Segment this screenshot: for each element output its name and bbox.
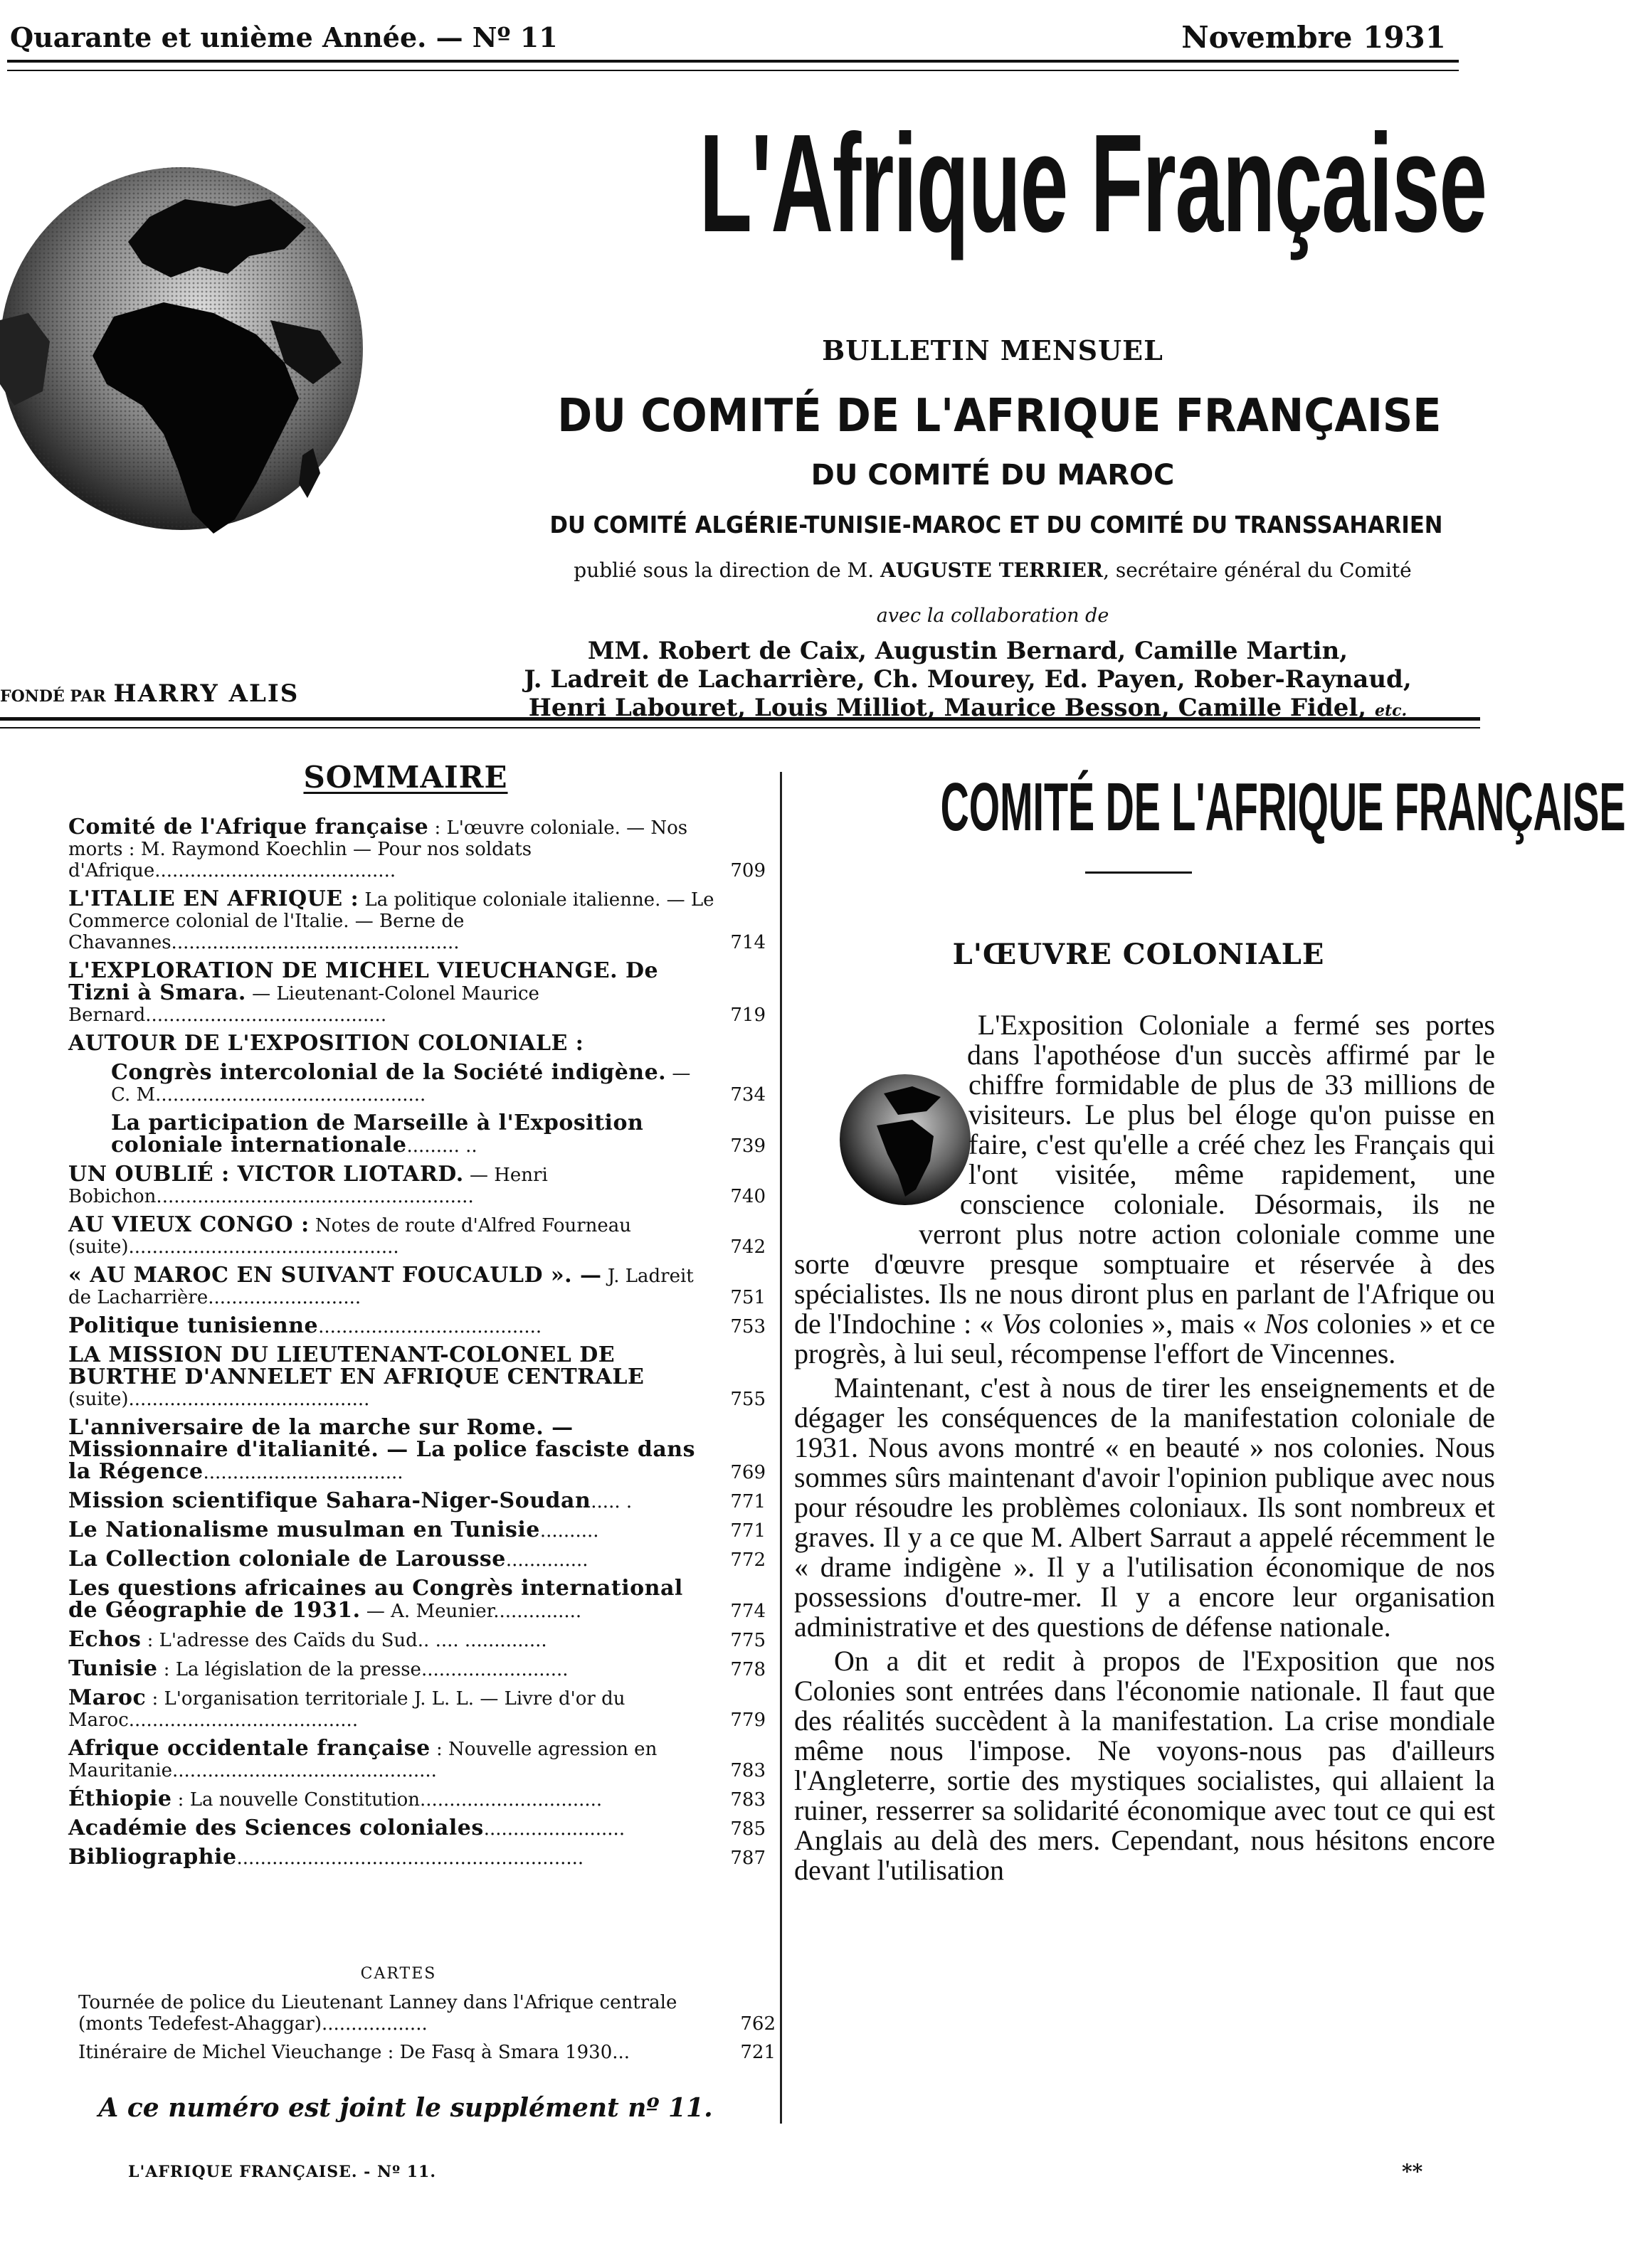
collaborators-line: MM. Robert de Caix, Augustin Bernard, Camille Martin, <box>587 637 1348 665</box>
toc-page-number: 740 <box>730 1186 766 1207</box>
toc-entry <box>68 1687 766 1731</box>
toc-page-number: 778 <box>730 1659 766 1680</box>
toc-page-number: 783 <box>730 1789 766 1811</box>
toc-entry <box>68 1113 766 1157</box>
toc-entry <box>68 1786 766 1811</box>
toc-entry <box>68 1818 766 1840</box>
toc-entry-heading: L'EXPLORATION DE MICHEL VIEUCHANGE. De Tizni à Smara. <box>68 958 659 1005</box>
toc-page-number: 785 <box>730 1818 766 1840</box>
toc-entry <box>68 1265 766 1308</box>
supplement-note: A ce numéro est joint le supplément nº 11. <box>98 2093 713 2123</box>
toc-entry-description: : La nouvelle Constitution............................... <box>171 1789 603 1811</box>
toc-page-number: 771 <box>730 1520 766 1542</box>
footer-publication: L'AFRIQUE FRANÇAISE. - Nº 11. <box>128 2163 437 2181</box>
founder-line <box>0 679 299 708</box>
toc-page-number: 783 <box>730 1760 766 1781</box>
article-section-heading: COMITÉ DE L'AFRIQUE FRANÇAISE <box>940 769 1626 845</box>
toc-entry-heading: Echos <box>68 1627 142 1652</box>
toc-entry-heading: Éthiopie <box>68 1786 172 1811</box>
toc-page-number: 771 <box>730 1491 766 1512</box>
issue-date: Novembre 1931 <box>1181 20 1446 55</box>
toc-entry-description: : Nouvelle agression en Mauritanie............................................. <box>68 1739 658 1781</box>
small-globe-icon <box>787 1054 954 1239</box>
toc-entry-description: ........................ <box>483 1818 625 1840</box>
collaborators-line: J. Ladreit de Lacharrière, Ch. Mourey, Ed. Payen, Rober-Raynaud, <box>524 665 1412 694</box>
article-paragraph: On a dit et redit à propos de l'Exposition que nos Colonies sont entrées dans l'économie nationale. Il faut que des réalités succèdent à la manifestation. La crise mondiale même nous l'impose. Ne voyons-nous pas d'ailleurs l'Angleterre, sortie des mystiques socialistes, qui allaient la ruiner, resserrer sa solidarité économique avec tout ce qui est Anglais au delà des mers. Cependant, nous hésitons encore devant l'utilisation <box>794 1645 1495 1886</box>
toc-page-number: 742 <box>730 1236 766 1258</box>
toc-entry-description: Notes de route d'Alfred Fourneau (suite).............................................. <box>68 1215 632 1258</box>
toc-entry-heading: La Collection coloniale de Larousse <box>68 1547 506 1572</box>
globe-logo-icon <box>0 149 370 548</box>
toc-entry <box>68 1164 766 1207</box>
masthead-divider <box>0 717 1480 728</box>
comite-algerie-heading: DU COMITÉ ALGÉRIE-TUNISIE-MAROC ET DU COMITÉ DU TRANSSAHARIEN <box>549 511 1443 539</box>
toc-entry <box>68 1847 766 1869</box>
toc-entry-description: ...................................... <box>318 1316 542 1337</box>
column-divider <box>780 772 782 2124</box>
toc-entry <box>68 886 766 953</box>
toc-entry-heading: L'anniversaire de la marche sur Rome. — Missionnaire d'italianité. — La police fasciste dans la Régence <box>68 1415 695 1484</box>
top-divider <box>7 60 1459 71</box>
toc-entry-heading: LA MISSION DU LIEUTENANT-COLONEL DE BURTHE D'ANNELET EN AFRIQUE CENTRALE <box>68 1342 645 1389</box>
toc-entry <box>68 1549 766 1571</box>
table-of-contents <box>68 817 766 1876</box>
toc-page-number: 734 <box>730 1084 766 1106</box>
toc-entry-heading: Politique tunisienne <box>68 1313 319 1338</box>
toc-page-number: 772 <box>730 1549 766 1571</box>
toc-page-number: 779 <box>730 1710 766 1731</box>
toc-entry-description: .................................. <box>203 1462 403 1483</box>
toc-entry-description: : L'œuvre coloniale. — Nos morts : M. Raymond Koechlin — Pour nos soldats d'Afrique......................................... <box>68 817 688 881</box>
collaboration-label: avec la collaboration de <box>876 605 1109 627</box>
toc-entry-description: : L'organisation territoriale J. L. L. — Livre d'or du Maroc....................................... <box>68 1688 625 1731</box>
toc-entry-description: .............. <box>505 1549 588 1571</box>
sommaire-heading: SOMMAIRE <box>303 760 508 795</box>
founder-name: HARRY ALIS <box>113 679 300 708</box>
toc-entry-heading: Congrès intercolonial de la Société indigène. <box>111 1060 667 1085</box>
cartes-list <box>78 1992 776 2070</box>
toc-entry <box>68 1629 766 1651</box>
collaborators-line: Henri Labouret, Louis Milliot, Maurice Besson, Camille Fidel, etc. <box>528 694 1408 722</box>
toc-entry <box>68 1342 766 1410</box>
toc-entry-heading: Académie des Sciences coloniales <box>68 1816 484 1840</box>
article-paragraph: L'Exposition Coloniale a fermé ses portes dans l'apothéose d'un succès affirmé par le chiffre formidable de plus de 33 millions de visiteurs. Le plus bel éloge qu'on puisse en faire, c'est qu'elle a créé chez les Français qui l'ont visitée, même rapidement, une conscience coloniale. Désormais, ils ne verront plus notre action coloniale comme une sorte d'œuvre presque somptuaire et réservée à des spécialistes. Ils ne nous diront plus en parlant de l'Afrique ou de l'Indochine : « Vos colonies », mais « Nos colonies » et ce progrès, à lui seul, récompense l'effort de Vincennes. <box>794 1010 1495 1369</box>
article-body <box>794 1010 1495 1890</box>
collaborators-list <box>455 637 1480 725</box>
toc-entry-description: ..... . <box>591 1491 633 1512</box>
toc-entry <box>68 1033 766 1055</box>
founder-label: FONDÉ PAR <box>0 687 106 706</box>
toc-entry-heading: Comité de l'Afrique française <box>68 815 429 839</box>
toc-entry-description: ......... .. <box>406 1135 477 1157</box>
article-paragraph: Maintenant, c'est à nous de tirer les enseignements et de dégager les conséquences de la manifestation coloniale de 1931. Nous avons montré « en beauté » nos colonies. Nous sommes sûrs maintenant d'avoir l'opinion publique avec nous pour résoudre les problèmes coloniaux. Ils sont nombreux et graves. Il y a ce que M. Albert Sarraut a appelé récemment le « drame indigène ». Il y a l'utilisation économique de nos possessions d'outre-mer. Il y a encore leur organisation administrative et des questions de défense nationale. <box>794 1372 1495 1643</box>
article-title: L'ŒUVRE COLONIALE <box>952 938 1325 971</box>
toc-page-number: 753 <box>730 1316 766 1337</box>
toc-entry <box>68 1214 766 1258</box>
toc-entry-description: : La législation de la presse......................... <box>157 1659 569 1680</box>
toc-entry <box>68 1062 766 1106</box>
toc-entry <box>68 817 766 881</box>
toc-entry-description: (suite)......................................... <box>68 1389 370 1410</box>
toc-page-number: 751 <box>730 1287 766 1308</box>
toc-entry-heading: Les questions africaines au Congrès international de Géographie de 1931. <box>68 1576 683 1623</box>
toc-entry-heading: L'ITALIE EN AFRIQUE : <box>68 886 359 911</box>
collaborators-etc: etc. <box>1374 701 1408 720</box>
toc-entry-description: — Henri Bobichon...................................................... <box>68 1165 548 1207</box>
toc-page-number: 739 <box>730 1135 766 1157</box>
toc-page-number: 775 <box>730 1630 766 1651</box>
direction-line <box>519 558 1466 582</box>
carte-description: Tournée de police du Lieutenant Lanney dans l'Afrique centrale (monts Tedefest-Ahaggar).................. <box>78 1992 677 2035</box>
toc-entry <box>68 1517 766 1542</box>
toc-entry-heading: Le Nationalisme musulman en Tunisie <box>68 1517 540 1542</box>
toc-entry-description: — A. Meunier............... <box>360 1601 582 1622</box>
footer-mark: ** <box>1402 2160 1423 2183</box>
direction-suffix: , secrétaire général du Comité <box>1103 558 1412 582</box>
issue-number: Quarante et unième Année. — Nº 11 <box>10 21 558 53</box>
toc-page-number: 787 <box>730 1848 766 1869</box>
publication-title: L'Afrique Française <box>699 105 1487 261</box>
cartes-heading: CARTES <box>360 1965 437 1983</box>
toc-entry-heading: Bibliographie <box>68 1845 237 1870</box>
toc-entry-description: — Lieutenant-Colonel Maurice Bernard......................................... <box>68 983 539 1026</box>
toc-entry-heading: UN OUBLIÉ : VICTOR LIOTARD. <box>68 1162 464 1187</box>
toc-entry-description: La politique coloniale italienne. — Le Commerce colonial de l'Italie. — Berne de Chavannes................................................. <box>68 889 714 953</box>
carte-entry <box>78 1992 776 2035</box>
toc-entry <box>68 1490 766 1512</box>
toc-entry <box>68 1738 766 1781</box>
toc-entry-heading: AUTOUR DE L'EXPOSITION COLONIALE : <box>68 1031 584 1056</box>
carte-entry <box>78 2042 776 2063</box>
toc-entry <box>68 1578 766 1622</box>
toc-page-number: 719 <box>730 1005 766 1026</box>
toc-entry-description: .......... <box>539 1520 599 1542</box>
toc-entry-heading: Tunisie <box>68 1656 158 1681</box>
heading-rule <box>1085 871 1192 874</box>
toc-page-number: 714 <box>730 932 766 953</box>
comite-afrique-heading: DU COMITÉ DE L'AFRIQUE FRANÇAISE <box>557 390 1442 443</box>
toc-page-number: 709 <box>730 860 766 881</box>
carte-description: Itinéraire de Michel Vieuchange : De Fasq à Smara 1930... <box>78 2042 630 2063</box>
toc-entry-description: : L'adresse des Caïds du Sud.. .... .............. <box>141 1630 547 1651</box>
toc-entry-heading: Maroc <box>68 1685 147 1710</box>
toc-entry-heading: Mission scientifique Sahara-Niger-Soudan <box>68 1488 591 1513</box>
toc-entry-heading: « AU MAROC EN SUIVANT FOUCAULD ». — <box>68 1263 602 1288</box>
toc-entry <box>68 1417 766 1483</box>
toc-entry <box>68 1658 766 1680</box>
toc-entry <box>68 960 766 1026</box>
comite-maroc-heading: DU COMITÉ DU MAROC <box>811 459 1175 492</box>
toc-entry-heading: AU VIEUX CONGO : <box>68 1212 310 1237</box>
toc-page-number: 774 <box>730 1601 766 1622</box>
toc-entry-description: ........................................................... <box>236 1848 584 1869</box>
toc-page-number: 755 <box>730 1389 766 1410</box>
carte-page-number: 762 <box>740 2013 776 2035</box>
toc-entry-heading: La participation de Marseille à l'Exposition coloniale internationale <box>111 1111 644 1157</box>
toc-entry-description: J. Ladreit de Lacharrière.......................... <box>68 1266 694 1308</box>
director-name: AUGUSTE TERRIER <box>880 558 1104 582</box>
toc-entry-heading: Afrique occidentale française <box>68 1736 431 1761</box>
carte-page-number: 721 <box>740 2042 776 2063</box>
toc-entry <box>68 1315 766 1337</box>
bulletin-subtitle: BULLETIN MENSUEL <box>822 334 1163 366</box>
toc-page-number: 769 <box>730 1462 766 1483</box>
direction-prefix: publié sous la direction de M. <box>574 558 881 582</box>
toc-entry-description: — C. M.............................................. <box>111 1063 691 1106</box>
